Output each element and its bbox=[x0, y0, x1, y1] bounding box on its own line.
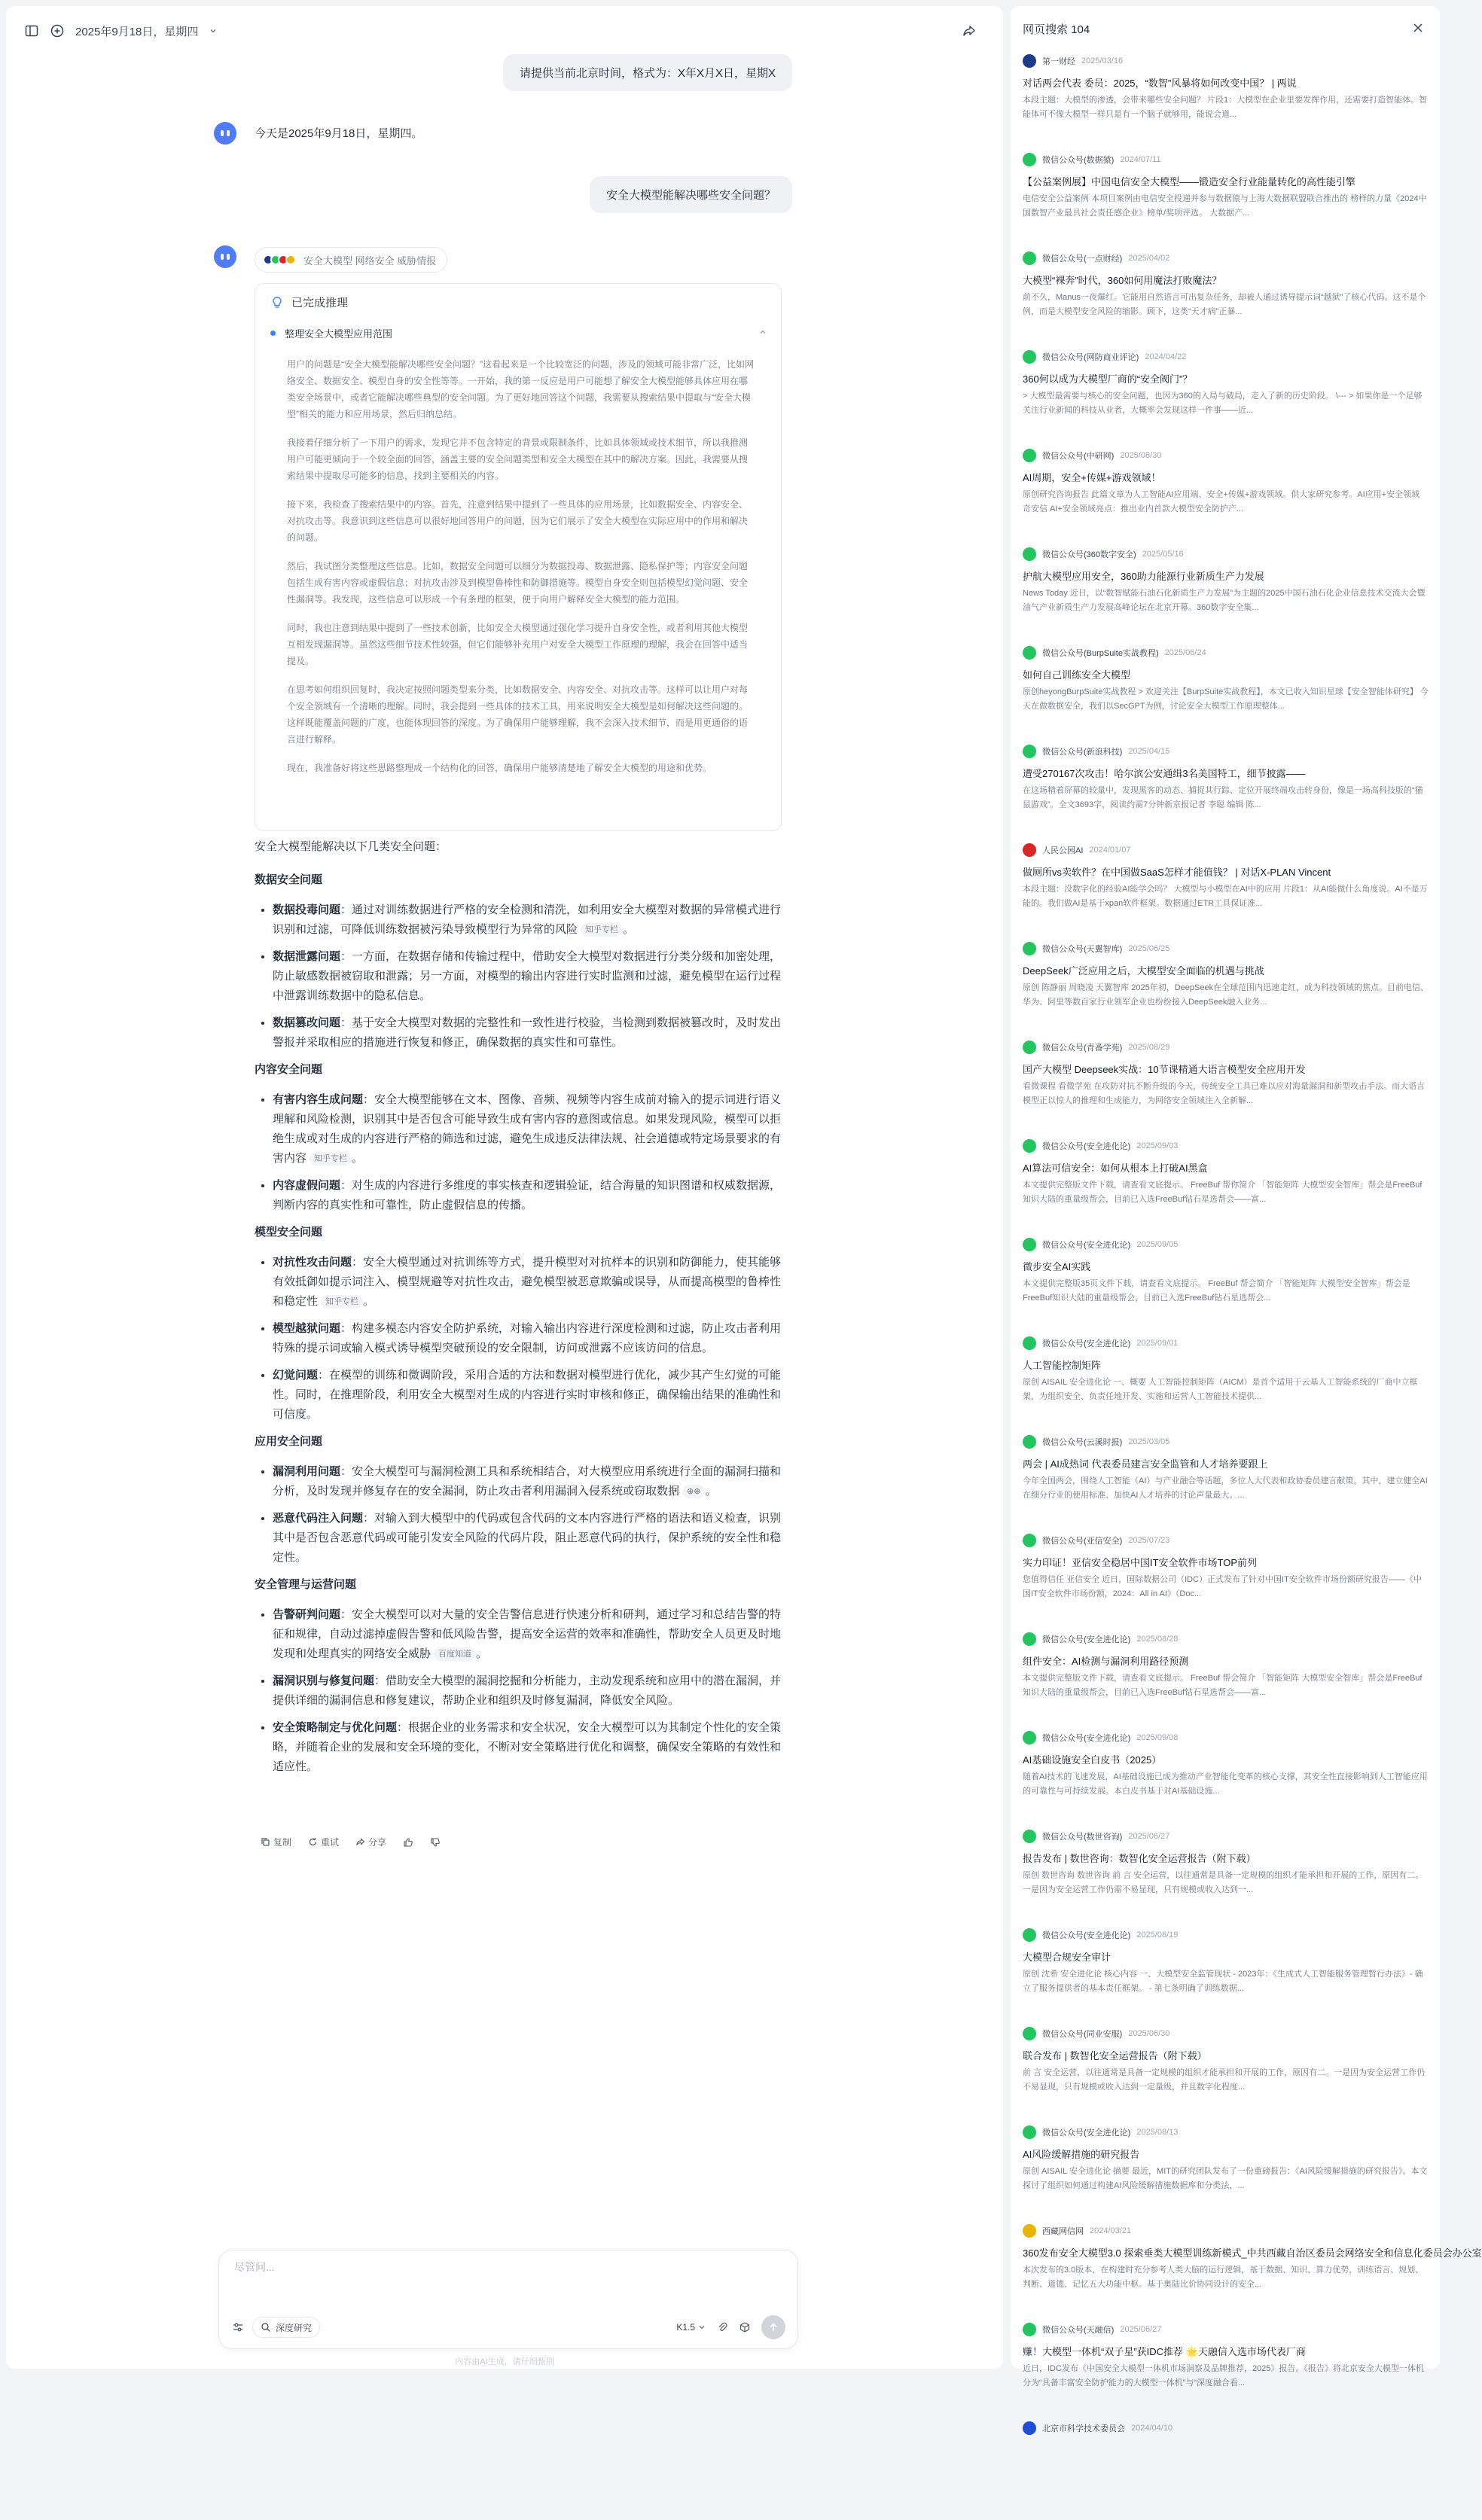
result-date: 2024/04/10 bbox=[1131, 2424, 1173, 2433]
result-title[interactable]: AI算法可信安全：如何从根本上打破AI黑盒 bbox=[1023, 1162, 1208, 1174]
bullet-term: 告警研判问题 bbox=[273, 1608, 341, 1621]
result-source: 微信公众号(数据猿) bbox=[1042, 156, 1115, 165]
result-title[interactable]: 联合发布 | 数智化安全运营报告（附下载） bbox=[1023, 2050, 1207, 2061]
bullet-term: 数据投毒问题 bbox=[273, 903, 341, 916]
result-meta bbox=[1023, 745, 1429, 758]
result-title[interactable]: 国产大模型 Deepseek实战：10节课精通大语言模型安全应用开发 bbox=[1023, 1064, 1306, 1075]
search-result-card[interactable] bbox=[1023, 942, 1429, 1041]
result-meta bbox=[1023, 1336, 1429, 1350]
result-source: 微信公众号(云溪时报) bbox=[1042, 1438, 1123, 1447]
attachment-icon[interactable] bbox=[716, 2321, 728, 2333]
result-snippet: News Today 近日，以“数智赋能石油石化新质生产力发展”为主题的2025中国石油石化企业信息技术交流大会暨油气产业新质生产力发展高峰论坛在北京开幕。360数字安全集... bbox=[1023, 589, 1426, 612]
result-date: 2025/07/23 bbox=[1128, 1536, 1170, 1545]
result-date: 2025/06/25 bbox=[1128, 944, 1170, 953]
share-icon[interactable] bbox=[961, 23, 977, 39]
result-title[interactable]: 大模型“裸奔”时代，360如何用魔法打败魔法？ bbox=[1023, 275, 1222, 286]
answer-bullet bbox=[273, 1366, 782, 1425]
search-result-card[interactable] bbox=[1023, 2421, 1429, 2520]
tools-toggle-icon[interactable] bbox=[231, 2320, 245, 2334]
result-meta bbox=[1023, 350, 1429, 364]
result-source: 微信公众号(新浪科技) bbox=[1042, 748, 1123, 757]
bullet-term: 漏洞利用问题 bbox=[273, 1465, 341, 1478]
sidebar-toggle-icon[interactable] bbox=[24, 23, 39, 38]
result-title[interactable]: 360发布安全大模型3.0 探索垂类大模型训练新模式_中共西藏自治区委员会网络安全和信息化委员会办公室 bbox=[1023, 2247, 1482, 2259]
source-favicon-icon bbox=[1023, 843, 1036, 857]
bullet-text: ：借助安全大模型的漏洞挖掘和分析能力，主动发现系统和应用中的潜在漏洞，并提供详细的漏洞信息和修复建议，帮助企业和组织及时修复漏洞，降低安全风险。 bbox=[273, 1674, 782, 1707]
answer-bullet-list bbox=[273, 1090, 782, 1215]
result-source: 微信公众号(天融信) bbox=[1042, 2326, 1115, 2335]
citation-chip[interactable]: 知乎专栏 bbox=[581, 923, 623, 937]
web-search-panel bbox=[1011, 6, 1482, 2433]
result-title[interactable]: 人工智能控制矩阵 bbox=[1023, 1360, 1102, 1371]
result-date: 2025/08/28 bbox=[1136, 1635, 1179, 1644]
search-result-card[interactable] bbox=[1023, 1336, 1429, 1435]
result-source: 北京市科学技术委员会 bbox=[1042, 2424, 1125, 2433]
bullet-term: 安全策略制定与优化问题 bbox=[273, 1721, 398, 1734]
result-title[interactable]: 实力印证！亚信安全稳居中国IT安全软件市场TOP前列 bbox=[1023, 1557, 1258, 1568]
result-date: 2025/08/30 bbox=[1120, 451, 1162, 460]
source-favicon-icon bbox=[1023, 54, 1036, 68]
result-title[interactable]: 报告发布 | 数世咨询：数智化安全运营报告（附下载） bbox=[1023, 1853, 1256, 1864]
bullet-term: 幻觉问题 bbox=[273, 1369, 319, 1382]
user-message: 安全大模型能解决哪些安全问题？ bbox=[590, 176, 792, 213]
result-date: 2025/06/30 bbox=[1128, 2029, 1170, 2038]
search-result-card[interactable] bbox=[1023, 1238, 1429, 1336]
source-favicon-icon bbox=[1023, 745, 1036, 758]
source-favicon-icon bbox=[1023, 942, 1036, 955]
new-chat-icon[interactable] bbox=[50, 23, 65, 38]
result-snippet: 原创 AISAIL 安全进化论 摘要 最近，MIT的研究团队发布了一份重磅报告：《AI风险缓解措施的研究报告》。本文探讨了组织如何通过构建AI风险缓解措施数据库和分类法，... bbox=[1023, 2167, 1428, 2190]
answer-bullet bbox=[273, 1176, 782, 1215]
message-actions bbox=[261, 1836, 441, 1848]
result-source: 微信公众号(网防商业评论) bbox=[1042, 353, 1139, 362]
result-date: 2025/08/13 bbox=[1136, 2128, 1179, 2137]
panel-title: 网页搜索 104 bbox=[1023, 23, 1090, 36]
result-title[interactable]: 做厕所vs卖软件？在中国做SaaS怎样才能值钱？ | 对话X-PLAN Vincent bbox=[1023, 867, 1331, 878]
answer-bullet bbox=[273, 1013, 782, 1053]
result-date: 2024/07/11 bbox=[1120, 155, 1161, 164]
result-source: 微信公众号(亚信安全) bbox=[1042, 1537, 1123, 1546]
result-snippet: 原创 AISAIL 安全进化论 一、概要 人工智能控制矩阵（AICM）是首个适用于云基人工智能系统的厂商中立框架，为组织安全、负责任地开发、实施和运营人工智能技术提供... bbox=[1023, 1378, 1418, 1401]
result-title[interactable]: 大模型合规安全审计 bbox=[1023, 1952, 1112, 1963]
source-favicon-icon bbox=[1023, 646, 1036, 660]
search-result-card[interactable] bbox=[1023, 1435, 1429, 1534]
search-result-card[interactable] bbox=[1023, 251, 1429, 350]
bullet-term: 模型越狱问题 bbox=[273, 1322, 341, 1335]
copy-icon bbox=[261, 1837, 270, 1847]
copy-button[interactable]: 复制 bbox=[261, 1836, 291, 1848]
search-result-card[interactable] bbox=[1023, 745, 1429, 843]
citation-chip[interactable]: 知乎专栏 bbox=[321, 1295, 363, 1309]
search-result-card[interactable] bbox=[1023, 646, 1429, 745]
message-input[interactable] bbox=[234, 2261, 776, 2273]
search-result-card[interactable] bbox=[1023, 2224, 1482, 2323]
result-date: 2025/08/19 bbox=[1136, 1930, 1179, 1940]
result-source: 微信公众号(360数字安全) bbox=[1042, 550, 1136, 559]
composer bbox=[218, 2250, 798, 2349]
close-icon[interactable] bbox=[1410, 20, 1426, 36]
bullet-text: ：对输入到大模型中的代码或包含代码的文本内容进行严格的语法和语义检查，识别其中是否包含恶意代码或可能引发安全风险的代码片段，阻止恶意代码的执行，保护系统的安全性和稳定性。 bbox=[273, 1512, 782, 1564]
bullet-term: 内容虚假问题 bbox=[273, 1179, 341, 1192]
source-favicon-icon bbox=[1023, 1041, 1036, 1054]
reasoning-text bbox=[287, 356, 754, 788]
result-snippet: 看微课程 看微学苑 在攻防对抗不断升级的今天，传统安全工具已难以应对海量漏洞和新型攻击手法。而大语言模型正以惊人的推理和生成能力，为网络安全领域注入全新解... bbox=[1023, 1082, 1426, 1105]
result-snippet: > 大模型最需要与核心的安全问题，也因为360的入局与破局，走入了新的历史阶段。 \--- > 如果你是一个足够关注行业新闻的科技从业者，大概率会发现这样一件事——近... bbox=[1023, 392, 1423, 415]
result-date: 2025/09/08 bbox=[1136, 1733, 1179, 1742]
source-favicon-icon bbox=[1023, 1632, 1036, 1646]
result-source: 微信公众号(安全进化论) bbox=[1042, 1734, 1131, 1743]
search-result-card[interactable] bbox=[1023, 2125, 1429, 2224]
bullet-text: ：对生成的内容进行多维度的事实核查和逻辑验证，结合海量的知识图谱和权威数据源，判断内容的真实性和可靠性，防止虚假信息的传播。 bbox=[273, 1179, 782, 1211]
search-sources-chip[interactable] bbox=[255, 247, 447, 273]
result-title[interactable]: 微步安全AI实践 bbox=[1023, 1261, 1091, 1272]
source-favicons bbox=[263, 254, 296, 265]
result-source: 微信公众号(天翼智库) bbox=[1042, 945, 1123, 954]
result-source: 微信公众号(安全进化论) bbox=[1042, 2128, 1131, 2138]
result-title[interactable]: AI基础设施安全白皮书（2025） bbox=[1023, 1754, 1162, 1766]
result-source: 微信公众号(同业安服) bbox=[1042, 2030, 1123, 2039]
result-meta bbox=[1023, 942, 1429, 955]
search-result-card[interactable] bbox=[1023, 2027, 1429, 2125]
bullet-text: ：一方面，在数据存储和传输过程中，借助安全大模型对数据进行分类分级和加密处理，防止敏感数据被窃取和泄露；另一方面，对模型的输出内容进行实时监测和过滤，避免模型在运行过程中泄露训练数据中的隐私信息。 bbox=[273, 950, 782, 1002]
result-date: 2025/09/01 bbox=[1136, 1339, 1179, 1348]
source-favicon-icon bbox=[1023, 1731, 1036, 1744]
arrow-up-icon bbox=[768, 2322, 779, 2333]
search-result-card[interactable] bbox=[1023, 547, 1429, 646]
chevron-up-icon[interactable] bbox=[758, 328, 767, 339]
result-source: 微信公众号(BurpSuite实战教程) bbox=[1042, 649, 1159, 658]
answer-bullet bbox=[273, 900, 782, 940]
result-meta bbox=[1023, 2224, 1429, 2238]
composer-tools bbox=[231, 2317, 320, 2338]
reasoning-header[interactable] bbox=[270, 294, 348, 310]
result-snippet: 电信安全公益案例 本项目案例由电信安全投递并参与数据猿与上海大数据联盟联合推出的 榜样的力量《2024中国数智产业最具社会责任感企业》榜单/奖项评选。 大数据产... bbox=[1023, 194, 1427, 218]
answer-bullet bbox=[273, 947, 782, 1006]
result-title[interactable]: AI风险缓解措施的研究报告 bbox=[1023, 2149, 1140, 2160]
result-snippet: 您值得信任 亚信安全 近日，国际数据公司（IDC）正式发布了针对中国IT安全软件市场份额研究报告——《中国IT安全软件市场份额，2024：All in AI》（Doc... bbox=[1023, 1575, 1422, 1598]
result-meta bbox=[1023, 1731, 1429, 1744]
result-snippet: 原创 陈静丽 周晓凌 天翼智库 2025年初，DeepSeek在全球范围内迅速走红，成为科技领域的焦点。目前电信、华为、阿里等数百家行业领军企业也纷纷接入DeepSeek融入业务... bbox=[1023, 983, 1429, 1007]
result-snippet: 原创研究咨询报告 此篇文章为人工智能AI应用端、安全+传媒+游戏领域。供大家研究参考。AI应用+安全领域 奇安信 AI+安全领域亮点：推出业内首款大模型安全防护产... bbox=[1023, 490, 1420, 513]
bullet-text: ：根据企业的业务需求和安全状况，安全大模型可以为其制定个性化的安全策略，并随着企业的发展和安全环境的变化，不断对安全策略进行优化和调整，确保安全策略的有效性和适应性。 bbox=[273, 1721, 782, 1773]
reasoning-step[interactable] bbox=[270, 326, 767, 340]
answer-section-heading: 应用安全问题 bbox=[255, 1435, 323, 1448]
source-favicon-icon bbox=[1023, 2027, 1036, 2040]
answer-bullet bbox=[273, 1718, 782, 1777]
result-title[interactable]: 两会 | AI成热词 代表委员建言安全监管和人才培养要跟上 bbox=[1023, 1458, 1268, 1470]
chevron-down-icon bbox=[698, 2323, 706, 2331]
answer-bullet-list bbox=[273, 1253, 782, 1425]
bullet-text: ：构建多模态内容安全防护系统，对输入输出内容进行深度检测和过滤，防止攻击者利用特殊的提示词或输入模式诱导模型突破预设的安全限制，访问或泄露不应该访问的信息。 bbox=[273, 1322, 782, 1354]
assistant-avatar bbox=[214, 122, 236, 145]
result-date: 2024/04/22 bbox=[1145, 352, 1187, 361]
reasoning-paragraph: 现在，我准备好将这些思路整理成一个结构化的回答，确保用户能够清楚地了解安全大模型的用途和优势。 bbox=[287, 763, 712, 773]
share-answer-button[interactable]: 分享 bbox=[355, 1836, 386, 1848]
send-button[interactable] bbox=[761, 2315, 785, 2339]
thumbs-down-icon bbox=[430, 1837, 441, 1848]
thumbs-down-button[interactable] bbox=[430, 1837, 441, 1848]
search-result-card[interactable] bbox=[1023, 153, 1429, 251]
source-favicon-icon bbox=[1023, 1238, 1036, 1251]
result-source: 第一财经 bbox=[1042, 57, 1075, 66]
result-date: 2025/06/24 bbox=[1164, 648, 1206, 657]
result-title[interactable]: 360何以成为大模型厂商的“安全阀门”？ bbox=[1023, 373, 1193, 385]
result-snippet: 本文提供完整版文件下载，请查看文底提示。 FreeBuf 帮你简介 「智能矩阵 大模型安全智库」帮会是FreeBuf知识大陆的重量级帮会，目前已入选FreeBuf钻石星选帮会——富... bbox=[1023, 1181, 1423, 1204]
result-source: 微信公众号(一点财经) bbox=[1042, 254, 1123, 264]
citation-chip[interactable]: ⊕⊕ bbox=[682, 1485, 705, 1498]
search-result-card[interactable] bbox=[1023, 1928, 1429, 2027]
answer-bullet-list bbox=[273, 1462, 782, 1568]
result-snippet: 本文提供完整版文件下载，请查看文底提示。 FreeBuf 帮会简介 「智能矩阵 大模型安全智库」帮会是FreeBuf知识大陆的重量级帮会，目前已入选FreeBuf钻石星选帮会——富... bbox=[1023, 1674, 1423, 1697]
deep-research-icon bbox=[261, 2322, 271, 2333]
result-title[interactable]: 赚！大模型一体机“双子星”获IDC推荐 🌟天融信入选市场代表厂商 bbox=[1023, 2346, 1306, 2357]
answer-bullet bbox=[273, 1253, 782, 1312]
source-favicon-icon bbox=[1023, 251, 1036, 265]
bullet-text: ：安全大模型通过对抗训练等方式，提升模型对对抗样本的识别和防御能力，使其能够有效抵御如提示词注入、模型规避等对抗性攻击，避免模型被恶意欺骗或误导，从而提高模型的鲁棒性和稳定性 bbox=[273, 1256, 782, 1308]
result-date: 2025/06/27 bbox=[1120, 2325, 1162, 2334]
result-meta bbox=[1023, 646, 1429, 660]
answer-section-heading: 数据安全问题 bbox=[255, 873, 323, 886]
source-favicon-icon bbox=[1023, 2323, 1036, 2336]
result-meta bbox=[1023, 1632, 1429, 1646]
answer-sections bbox=[255, 870, 782, 1777]
bullet-text: ：在模型的训练和微调阶段，采用合适的方法和数据对模型进行优化，减少其产生幻觉的可能性。同时，在推理阶段，利用安全大模型对生成的内容进行实时审核和修正，确保输出结果的准确性和可信度。 bbox=[273, 1369, 782, 1421]
cube-icon[interactable] bbox=[739, 2321, 751, 2333]
source-favicon-icon bbox=[1023, 1534, 1036, 1547]
bullet-text: ：基于安全大模型对数据的完整性和一致性进行校验，当检测到数据被篡改时，及时发出警报并采取相应的措施进行恢复和修正，确保数据的真实性和可靠性。 bbox=[273, 1016, 782, 1049]
chat-title[interactable]: 2025年9月18日，星期四 bbox=[75, 25, 199, 38]
result-source: 微信公众号(中研网) bbox=[1042, 452, 1115, 461]
user-message: 请提供当前北京时间，格式为：X年X月X日，星期X bbox=[503, 54, 792, 91]
sentence-end: 。 bbox=[705, 1485, 717, 1498]
result-snippet: 原创heyongBurpSuite实战教程 > 欢迎关注【BurpSuite实战教程】，本文已收入知识星球【安全智能体研究】 今天在做数据安全，我们以SecGPT为例，讨论安全大模型工作原理整体... bbox=[1023, 687, 1429, 711]
result-meta bbox=[1023, 1238, 1429, 1251]
reasoning-panel bbox=[255, 283, 782, 831]
answer-bullet bbox=[273, 1319, 782, 1358]
result-title[interactable]: 对话两会代表 委员：2025，“数智”风暴将如何改变中国？ | 两说 bbox=[1023, 78, 1297, 89]
search-result-card[interactable] bbox=[1023, 2323, 1429, 2421]
reasoning-step-title: 整理安全大模型应用范围 bbox=[285, 328, 393, 340]
result-title[interactable]: 【公益案例展】中国电信安全大模型——锻造安全行业能量转化的高性能引擎 bbox=[1023, 176, 1356, 187]
reasoning-paragraph: 然后，我试图分类整理这些信息。比如，数据安全问题可以细分为数据投毒、数据泄露、隐私保护等；内容安全问题包括生成有害内容或虚假信息；对抗攻击涉及到模型鲁棒性和防御措施等。模型自身安全则包括模型幻觉问题、安全性漏洞等。我发现，这些信息可以形成一个有条理的框架，便于向用户解释安全大模型的能力范围。 bbox=[287, 561, 749, 605]
citation-chip[interactable]: 知乎专栏 bbox=[310, 1152, 352, 1166]
result-snippet: 随着AI技术的飞速发展，AI基础设施已成为推动产业智能化变革的核心支撑，其安全性直接影响到人工智能应用的可靠性与可持续发展。本白皮书基于对AI基础设施... bbox=[1023, 1772, 1428, 1796]
search-keywords: 安全大模型 网络安全 威胁情报 bbox=[303, 254, 437, 267]
source-favicon-icon bbox=[1023, 350, 1036, 364]
result-source: 微信公众号(安全进化论) bbox=[1042, 1635, 1131, 1644]
result-snippet: 本次发布的3.0版本，在构建时充分参考人类大脑的运行逻辑，基于数据、知识、算力优势，训练语言、规划、判断、道德、记忆五大功能中枢。基于奥陆比价协同设计的安全... bbox=[1023, 2266, 1424, 2289]
bullet-term: 数据泄露问题 bbox=[273, 950, 341, 963]
result-source: 微信公众号(安全进化论) bbox=[1042, 1241, 1131, 1250]
source-favicon-icon bbox=[1023, 2125, 1036, 2139]
result-source: 西藏网信网 bbox=[1042, 2227, 1084, 2236]
search-results-list bbox=[1023, 54, 1482, 2520]
chevron-down-icon[interactable] bbox=[209, 26, 218, 35]
reasoning-status: 已完成推理 bbox=[291, 297, 349, 309]
result-meta bbox=[1023, 54, 1429, 68]
answer-bullet-list bbox=[273, 900, 782, 1053]
step-bullet-icon bbox=[270, 331, 276, 336]
share-icon bbox=[355, 1837, 365, 1847]
result-meta bbox=[1023, 1139, 1429, 1153]
result-meta bbox=[1023, 1534, 1429, 1547]
bullet-term: 漏洞识别与修复问题 bbox=[273, 1674, 375, 1687]
result-meta bbox=[1023, 1435, 1429, 1449]
result-date: 2025/08/29 bbox=[1128, 1043, 1170, 1052]
result-title[interactable]: 遭受270167次攻击！哈尔滨公安通缉3名美国特工，细节披露—— bbox=[1023, 768, 1306, 779]
result-meta bbox=[1023, 153, 1429, 166]
source-favicon-icon bbox=[1023, 2224, 1036, 2238]
result-meta bbox=[1023, 1928, 1429, 1942]
chat-pane bbox=[6, 6, 1003, 2369]
result-source: 人民公园AI bbox=[1042, 846, 1084, 855]
answer-bullet bbox=[273, 1462, 782, 1501]
assistant-message: 今天是2025年9月18日，星期四。 bbox=[255, 127, 423, 140]
result-snippet: 前 言 安全运营，以往通常是具备一定规模的组织才能承担和开展的工作，原因有二。一是因为安全运营工作仍不易显现，只有规模或收入达到一定量级，并且数字化程度... bbox=[1023, 2068, 1426, 2092]
result-meta bbox=[1023, 449, 1429, 462]
result-source: 微信公众号(安全进化论) bbox=[1042, 1339, 1131, 1348]
bullet-text: ：安全大模型能够在文本、图像、音频、视频等内容生成前对输入的提示词进行语义理解和风险检测，识别其中是否包含可能导致生成有害内容的意图或信息。如果发现风险，模型可以拒绝生成或对生成的内容进行严格的筛选和过滤，避免生成违反法律法规、社会道德或特定场景要求的有害内容 bbox=[273, 1093, 782, 1165]
result-date: 2025/04/02 bbox=[1128, 254, 1170, 263]
citation-chip[interactable]: 百度知道 bbox=[434, 1647, 476, 1661]
result-meta bbox=[1023, 843, 1429, 857]
bullet-text: ：安全大模型可以对大量的安全告警信息进行快速分析和研判，通过学习和总结告警的特征和规律，自动过滤掉虚假告警和低风险告警，提高安全运营的效率和准确性，帮助安全人员更及时地发现和处理真实的网络安全威胁 bbox=[273, 1608, 782, 1660]
source-favicon-icon bbox=[1023, 1830, 1036, 1843]
source-favicon-icon bbox=[1023, 1928, 1036, 1942]
result-meta bbox=[1023, 547, 1429, 561]
assistant-answer bbox=[255, 837, 782, 1784]
sentence-end: 。 bbox=[352, 1152, 364, 1165]
result-date: 2025/09/05 bbox=[1136, 1240, 1179, 1249]
thumbs-up-button[interactable] bbox=[403, 1837, 413, 1848]
search-result-card[interactable] bbox=[1023, 350, 1429, 449]
result-date: 2025/03/16 bbox=[1081, 56, 1124, 66]
answer-bullet bbox=[273, 1509, 782, 1568]
ai-disclaimer: 内容由AI生成，请仔细甄别 bbox=[455, 2357, 554, 2366]
result-meta bbox=[1023, 251, 1429, 265]
result-title[interactable]: 护航大模型应用安全，360助力能源行业新质生产力发展 bbox=[1023, 571, 1264, 582]
result-snippet: 原创 数世咨询 数世咨询 前 言 安全运营，以往通常是具备一定规模的组织才能承担和开展的工作，原因有二。一是因为安全运营工作仍需不易显现，只有规模或收入达到一... bbox=[1023, 1871, 1424, 1894]
result-meta bbox=[1023, 1041, 1429, 1054]
result-title[interactable]: 如何自己训练安全大模型 bbox=[1023, 669, 1131, 681]
search-result-card[interactable] bbox=[1023, 1139, 1429, 1238]
search-result-card[interactable] bbox=[1023, 449, 1429, 547]
result-date: 2025/03/05 bbox=[1128, 1437, 1170, 1446]
bullet-term: 恶意代码注入问题 bbox=[273, 1512, 364, 1525]
result-meta bbox=[1023, 1830, 1429, 1843]
result-date: 2025/04/15 bbox=[1128, 747, 1170, 756]
retry-button[interactable]: 重试 bbox=[308, 1836, 339, 1848]
answer-bullet bbox=[273, 1605, 782, 1664]
result-meta bbox=[1023, 2125, 1429, 2139]
result-snippet: 本文提供完整版35页文件下载，请查看文底提示。 FreeBuf 帮会简介 「智能矩阵 大模型安全智库」帮会是FreeBuf知识大陆的重量级帮会，目前已入选FreeBuf钻石星选帮会... bbox=[1023, 1279, 1410, 1303]
lightbulb-icon bbox=[270, 296, 284, 309]
result-date: 2025/05/16 bbox=[1142, 550, 1184, 559]
result-date: 2024/01/07 bbox=[1089, 846, 1131, 855]
thumbs-up-icon bbox=[403, 1837, 413, 1848]
assistant-avatar bbox=[214, 245, 236, 268]
search-result-card[interactable] bbox=[1023, 1632, 1429, 1731]
sentence-end: 。 bbox=[623, 923, 635, 936]
result-snippet: 本段主题：大模型的渗透，会带来哪些安全问题？ 片段1：大模型在企业里要发挥作用，还需要打造智能体。智能体可不像大模型一样只是有一个脑子就够用，能说会道... bbox=[1023, 96, 1428, 119]
reasoning-paragraph: 接下来，我检查了搜索结果中的内容。首先，注意到结果中提到了一些具体的应用场景，比如数据安全、内容安全、对抗攻击等。我意识到这些信息可以很好地回答用户的问题，因为它们展示了安全大模型在实际应用中的作用和解决的问题。 bbox=[287, 499, 749, 543]
source-favicon-icon bbox=[1023, 2421, 1036, 2435]
source-favicon-icon bbox=[1023, 547, 1036, 561]
result-meta bbox=[1023, 2323, 1429, 2336]
source-favicon-icon bbox=[1023, 153, 1036, 166]
search-result-card[interactable] bbox=[1023, 54, 1429, 153]
refresh-icon bbox=[308, 1837, 318, 1847]
bullet-term: 有害内容生成问题 bbox=[273, 1093, 364, 1106]
answer-lead: 安全大模型能解决以下几类安全问题： bbox=[255, 840, 447, 853]
result-title[interactable]: AI周期，安全+传媒+游戏领域！ bbox=[1023, 472, 1161, 483]
source-favicon-icon bbox=[1023, 1435, 1036, 1449]
result-source: 微信公众号(青番学苑) bbox=[1042, 1044, 1123, 1053]
result-snippet: 在这场精着屏幕的较量中，发现黑客的动态、捕捉其行踪、定位开展终端攻击转身份，像是一场高科技版的“猫鼠游戏”。全文3693字，阅读约需7分钟新京报记者 李聪 编辑 陈... bbox=[1023, 786, 1423, 809]
result-date: 2024/03/21 bbox=[1090, 2226, 1132, 2235]
reasoning-paragraph: 同时，我也注意到结果中提到了一些技术创新，比如安全大模型通过强化学习提升自身安全性，或者利用其他大模型互相发现漏洞等。虽然这些细节技术性较强，但它们能够补充用户对安全大模型工作原理的理解，我会在回答中适当提及。 bbox=[287, 623, 749, 666]
reasoning-paragraph: 我接着仔细分析了一下用户的需求，发现它并不包含特定的背景或限制条件，比如具体领域或技术细节，所以我推测用户可能更倾向于一个较全面的回答，涵盖主要的安全问题类型和安全大模型在其中的解决方案。因此，我需要从搜索结果中提取尽可能多的信息，找到主要相关的内容。 bbox=[287, 437, 749, 481]
bullet-term: 数据篡改问题 bbox=[273, 1016, 341, 1029]
search-result-card[interactable] bbox=[1023, 1041, 1429, 1139]
result-meta bbox=[1023, 2421, 1429, 2435]
model-selector[interactable]: K1.5 bbox=[676, 2322, 706, 2333]
answer-section-heading: 模型安全问题 bbox=[255, 1226, 323, 1239]
result-source: 微信公众号(数世咨询) bbox=[1042, 1833, 1123, 1842]
deep-research-toggle[interactable]: 深度研究 bbox=[252, 2317, 320, 2338]
result-title[interactable]: DeepSeek广泛应用之后，大模型安全面临的机遇与挑战 bbox=[1023, 965, 1264, 977]
search-result-card[interactable] bbox=[1023, 1830, 1429, 1928]
search-result-card[interactable] bbox=[1023, 1534, 1429, 1632]
answer-section-heading: 内容安全问题 bbox=[255, 1063, 323, 1076]
sentence-end: 。 bbox=[476, 1647, 488, 1660]
answer-bullet-list bbox=[273, 1605, 782, 1777]
result-source: 微信公众号(安全进化论) bbox=[1042, 1931, 1131, 1940]
reasoning-paragraph: 用户的问题是“安全大模型能解决哪些安全问题？”这看起来是一个比较宽泛的问题，涉及的领域可能非常广泛，比如网络安全、数据安全、模型自身的安全性等等。一开始，我的第一反应是用户可能想了解安全大模型能够具体应用在哪类安全场景中，或者它能解决哪些典型的安全问题。为了更好地回答这个问题，我需要从搜索结果中提取与“安全大模型”相关的能力和应用场景，然后归纳总结。 bbox=[287, 359, 754, 419]
answer-bullet bbox=[273, 1090, 782, 1169]
result-snippet: 近日，IDC发布《中国安全大模型一体机市场洞察及品牌推荐，2025》报告。《报告》将北京安全大模型一体机分为“具备丰富安全防护能力的大模型一体机”与“深度融合看... bbox=[1023, 2364, 1424, 2387]
search-result-card[interactable] bbox=[1023, 843, 1429, 942]
result-snippet: 前不久，Manus一夜爆红。它能用自然语言可出复杂任务，却被人通过诱导提示词“越狱”了核心代码。这不是个例，而是大模型安全风险的缩影。顾下，这类“天才病”正暴... bbox=[1023, 293, 1426, 316]
bullet-text: ：安全大模型可与漏洞检测工具和系统相结合，对大模型应用系统进行全面的漏洞扫描和分析，及时发现并修复存在的安全漏洞，防止攻击者利用漏洞入侵系统或窃取数据 bbox=[273, 1465, 782, 1498]
answer-bullet bbox=[273, 1671, 782, 1711]
reasoning-paragraph: 在思考如何组织回复时，我决定按照问题类型来分类，比如数据安全、内容安全、对抗攻击等。这样可以让用户对每个安全领域有一个清晰的理解。同时，我会提到一些具体的技术工具，用来说明安全大模型是如何解决这些问题的。这样既能覆盖问题的广度，也能体现回答的深度。为了确保用户能够理解，我不会深入技术细节，而是用更通俗的语言进行解释。 bbox=[287, 684, 749, 745]
source-favicon-icon bbox=[1023, 1139, 1036, 1153]
result-meta bbox=[1023, 2027, 1429, 2040]
result-snippet: 原创 沈希 安全进化论 核心内容 一、大模型安全监管现状 - 2023年：《生成式人工智能服务管理暂行办法》- 确立了服务提供者的基本责任框架。 - 第七条明确了训练数据... bbox=[1023, 1970, 1423, 1993]
bullet-text: ：通过对训练数据进行严格的安全检测和清洗，如利用安全大模型对数据的异常模式进行识别和过滤，可降低训练数据被污染导致模型行为异常的风险 bbox=[273, 903, 782, 936]
result-snippet: 本段主题：没数字化的经验AI能学会吗？ 大模型与小模型在AI中的应用 片段1：从AI能做什么角度说。AI不是万能的。我们做AI是基于xpan软件框架。数据通过ETR工具保证准... bbox=[1023, 885, 1428, 908]
source-favicon-icon bbox=[1023, 449, 1036, 462]
result-source: 微信公众号(安全进化论) bbox=[1042, 1142, 1131, 1151]
result-date: 2025/09/03 bbox=[1136, 1141, 1179, 1150]
result-title[interactable]: 组件安全：AI检测与漏洞利用路径预测 bbox=[1023, 1656, 1189, 1667]
answer-section-heading: 安全管理与运营问题 bbox=[255, 1578, 357, 1591]
result-snippet: 今年全国两会，围绕人工智能（AI）与产业融合等话题，多位人大代表和政协委员建言献策。其中，建立健全AI在细分行业的使用标准、加快AI人才培养的讨论声量最大。... bbox=[1023, 1476, 1428, 1500]
bullet-term: 对抗性攻击问题 bbox=[273, 1256, 352, 1269]
result-date: 2025/06/27 bbox=[1128, 1832, 1170, 1841]
composer-actions bbox=[676, 2315, 785, 2339]
search-result-card[interactable] bbox=[1023, 1731, 1429, 1830]
source-favicon-icon bbox=[1023, 1336, 1036, 1350]
sentence-end: 。 bbox=[363, 1295, 375, 1308]
top-bar bbox=[24, 20, 218, 42]
